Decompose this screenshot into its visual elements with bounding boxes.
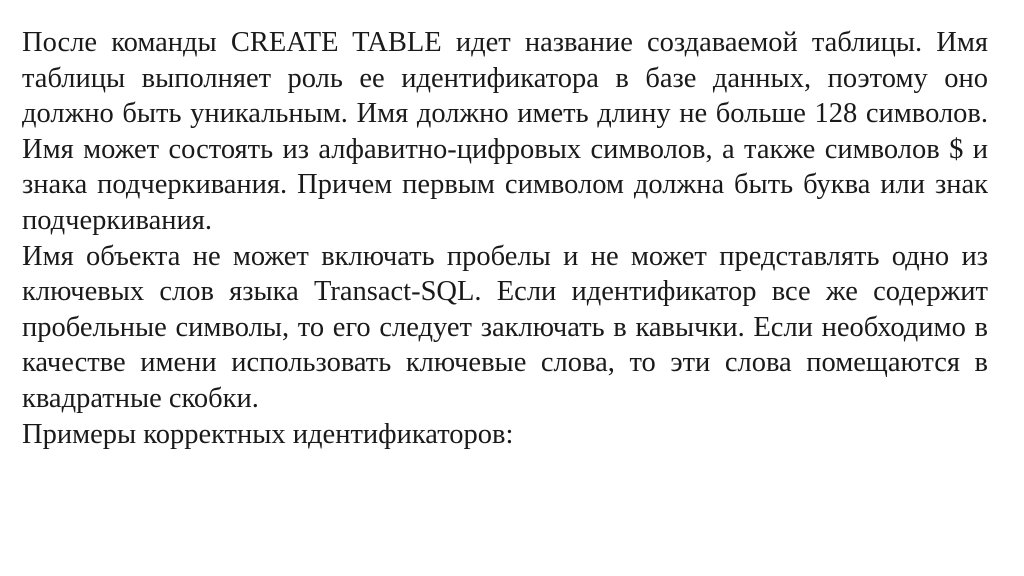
paragraph-identifier-rules: Имя объекта не может включать пробелы и не может представлять одно из ключевых слов языка Transact-SQL. Если идентификатор все же содержит пробельные символы, то его следует заключать в кавычки. Если необходимо в качестве имени использовать ключевые слова, то эти слова помещаются в квадратные скобки. — [22, 240, 988, 414]
text-body — [22, 25, 988, 452]
paragraph-examples-heading: Примеры корректных идентификаторов: — [22, 418, 514, 450]
paragraph-table-name: После команды CREATE TABLE идет название создаваемой таблицы. Имя таблицы выполняет роль ее идентификатора в базе данных, поэтому оно должно быть уникальным. Имя должно иметь длину не больше 128 символов. Имя может состоять из алфавитно-цифровых символов, а также символов $ и знака подчеркивания. Причем первым символом должна быть буква или знак подчеркивания. — [22, 27, 988, 236]
